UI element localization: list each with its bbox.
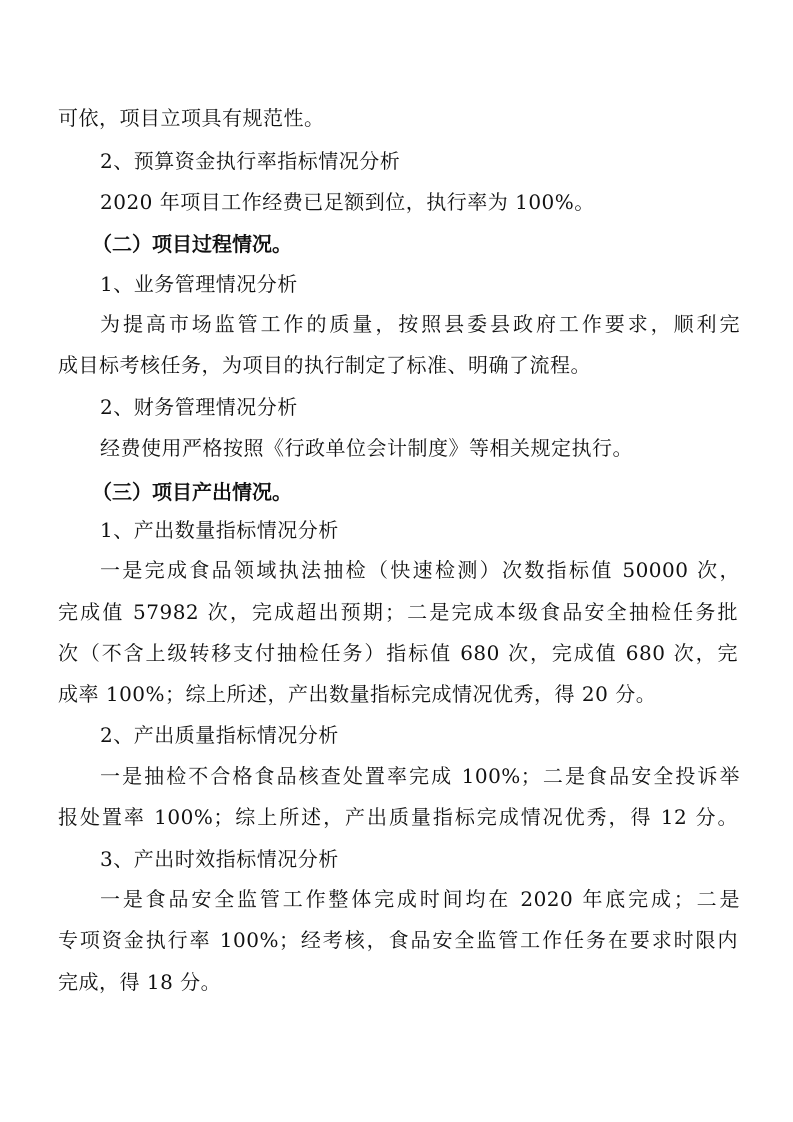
paragraph-line: 为提高市场监管工作的质量，按照县委县政府工作要求，顺利完	[100, 312, 740, 336]
paragraph-line: 成率 100%；综上所述，产出数量指标完成情况优秀，得 20 分。	[58, 682, 657, 706]
section-heading: （二）项目过程情况。	[92, 232, 292, 256]
paragraph-line: 2020 年项目工作经费已足额到位，执行率为 100%。	[100, 190, 595, 214]
section-subheading: 2、预算资金执行率指标情况分析	[100, 149, 401, 173]
paragraph-line: 完成，得 18 分。	[58, 970, 222, 994]
paragraph-line: 专项资金执行率 100%；经考核，食品安全监管工作任务在要求时限内	[58, 928, 738, 952]
paragraph-line: 成目标考核任务，为项目的执行制定了标准、明确了流程。	[58, 353, 591, 377]
paragraph-line: 一是抽检不合格食品核查处置率完成 100%；二是食品安全投诉举	[100, 764, 740, 788]
section-subheading: 2、产出质量指标情况分析	[100, 723, 339, 747]
paragraph-line: 一是完成食品领域执法抽检（快速检测）次数指标值 50000 次，	[100, 558, 740, 582]
paragraph-line: 一是食品安全监管工作整体完成时间均在 2020 年底完成；二是	[100, 887, 740, 911]
section-subheading: 3、产出时效指标情况分析	[100, 847, 339, 871]
section-heading: （三）项目产出情况。	[92, 480, 292, 504]
paragraph-line: 完成值 57982 次，完成超出预期；二是完成本级食品安全抽检任务批	[58, 600, 738, 624]
paragraph-line: 可依，项目立项具有规范性。	[58, 106, 325, 130]
paragraph-line: 报处置率 100%；综上所述，产出质量指标完成情况优秀，得 12 分。	[58, 805, 738, 829]
paragraph-line: 经费使用严格按照《行政单位会计制度》等相关规定执行。	[100, 436, 633, 460]
paragraph-line: 次（不含上级转移支付抽检任务）指标值 680 次，完成值 680 次，完	[58, 641, 738, 665]
section-subheading: 1、业务管理情况分析	[100, 272, 298, 296]
section-subheading: 1、产出数量指标情况分析	[100, 518, 339, 542]
section-subheading: 2、财务管理情况分析	[100, 395, 298, 419]
